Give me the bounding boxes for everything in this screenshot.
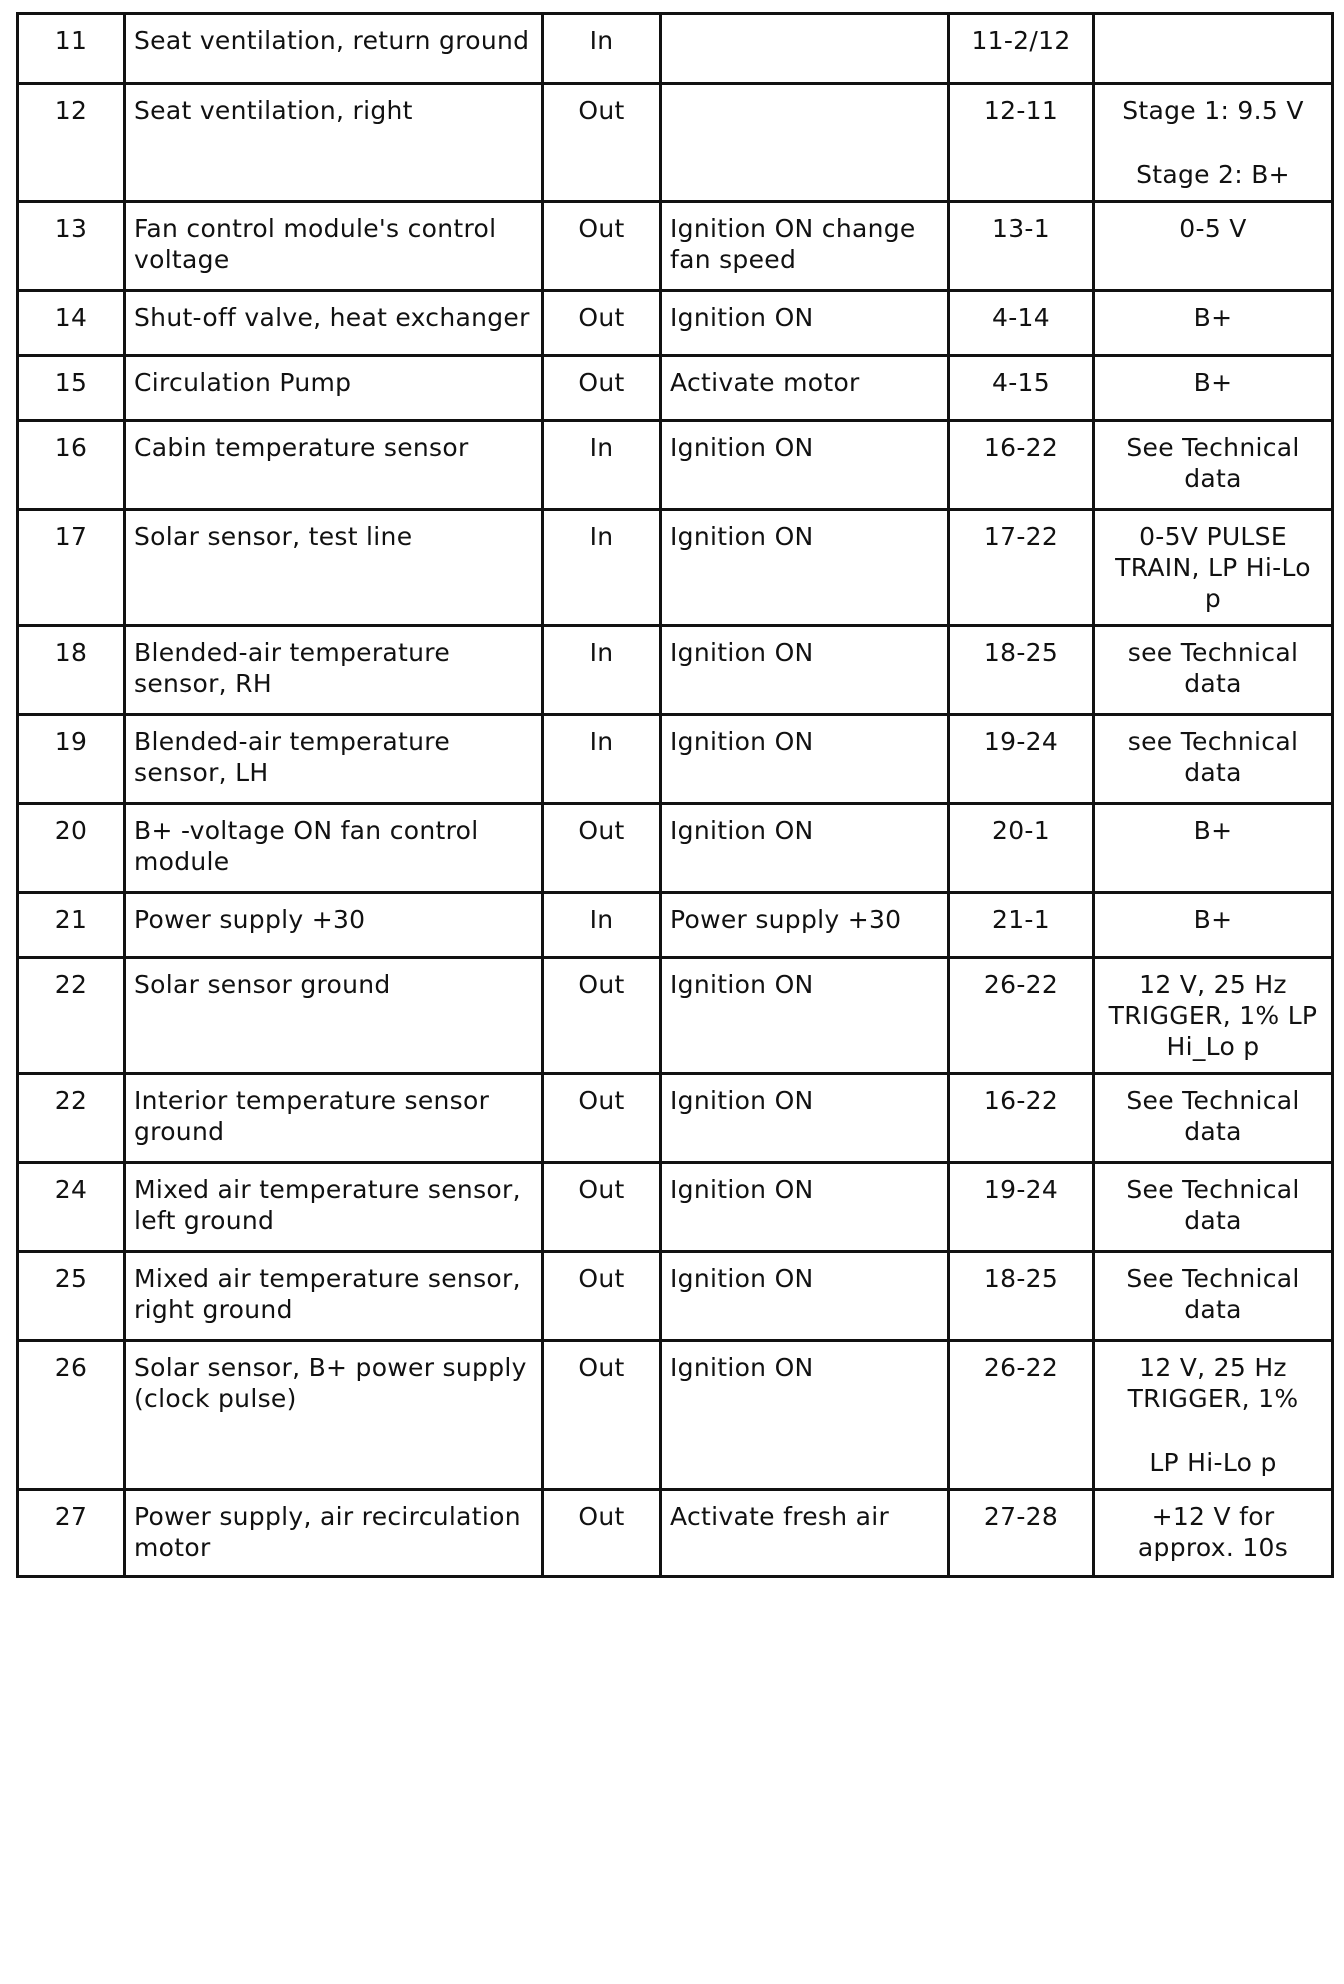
pin-table <box>16 12 1334 1578</box>
measure-points-cell: 26-22 <box>949 958 1094 1074</box>
direction-cell: Out <box>543 1074 661 1163</box>
description-cell: Fan control module's control voltage <box>125 202 543 291</box>
table-row <box>18 804 1333 893</box>
value-cell <box>1094 421 1333 510</box>
measure-points-cell: 18-25 <box>949 1252 1094 1341</box>
pin-number-cell: 27 <box>18 1490 125 1577</box>
condition-cell: Ignition ON <box>661 1163 949 1252</box>
table-row <box>18 715 1333 804</box>
value-cell <box>1094 1163 1333 1252</box>
condition-cell: Ignition ON <box>661 715 949 804</box>
measure-points-cell: 4-15 <box>949 356 1094 421</box>
table-row <box>18 356 1333 421</box>
table-row <box>18 14 1333 84</box>
description-cell: Power supply +30 <box>125 893 543 958</box>
measure-points-cell: 20-1 <box>949 804 1094 893</box>
description-cell: Blended-air temperature sensor, LH <box>125 715 543 804</box>
description-cell: Mixed air temperature sensor, right ground <box>125 1252 543 1341</box>
condition-cell <box>661 14 949 84</box>
value-cell <box>1094 1490 1333 1577</box>
value-cell <box>1094 958 1333 1074</box>
description-cell: Interior temperature sensor ground <box>125 1074 543 1163</box>
value-line: B+ <box>1193 816 1233 845</box>
pin-number-cell: 20 <box>18 804 125 893</box>
direction-cell: Out <box>543 804 661 893</box>
value-cell <box>1094 715 1333 804</box>
measure-points-cell: 21-1 <box>949 893 1094 958</box>
condition-cell: Ignition ON <box>661 1341 949 1490</box>
table-row <box>18 1252 1333 1341</box>
direction-cell: Out <box>543 291 661 356</box>
measure-points-cell: 12-11 <box>949 84 1094 202</box>
value-cell <box>1094 626 1333 715</box>
description-cell: Cabin temperature sensor <box>125 421 543 510</box>
pin-number-cell: 15 <box>18 356 125 421</box>
pin-number-cell: 25 <box>18 1252 125 1341</box>
measure-points-cell: 18-25 <box>949 626 1094 715</box>
pin-number-cell: 13 <box>18 202 125 291</box>
table-row <box>18 1490 1333 1577</box>
measure-points-cell: 13-1 <box>949 202 1094 291</box>
value-line: B+ <box>1193 303 1233 332</box>
condition-cell: Ignition ON <box>661 958 949 1074</box>
table-row <box>18 84 1333 202</box>
pin-number-cell: 18 <box>18 626 125 715</box>
value-line: 12 V, 25 Hz TRIGGER, 1% <box>1127 1353 1299 1413</box>
description-cell: Solar sensor, B+ power supply (clock pulse) <box>125 1341 543 1490</box>
condition-cell: Ignition ON change fan speed <box>661 202 949 291</box>
pin-number-cell: 22 <box>18 1074 125 1163</box>
measure-points-cell: 17-22 <box>949 510 1094 626</box>
value-cell <box>1094 893 1333 958</box>
table-row <box>18 958 1333 1074</box>
description-cell: Seat ventilation, right <box>125 84 543 202</box>
condition-cell <box>661 84 949 202</box>
measure-points-cell: 26-22 <box>949 1341 1094 1490</box>
value-line: Stage 1: 9.5 V <box>1122 96 1304 125</box>
value-line: See Technical data <box>1126 433 1300 493</box>
condition-cell: Power supply +30 <box>661 893 949 958</box>
condition-cell: Activate motor <box>661 356 949 421</box>
condition-cell: Ignition ON <box>661 804 949 893</box>
direction-cell: Out <box>543 84 661 202</box>
description-cell: Power supply, air recirculation motor <box>125 1490 543 1577</box>
table-row <box>18 893 1333 958</box>
description-cell: Solar sensor, test line <box>125 510 543 626</box>
direction-cell: Out <box>543 202 661 291</box>
description-cell: Circulation Pump <box>125 356 543 421</box>
paragraph-gap <box>1103 126 1323 159</box>
direction-cell: Out <box>543 1490 661 1577</box>
condition-cell: Ignition ON <box>661 421 949 510</box>
measure-points-cell: 19-24 <box>949 1163 1094 1252</box>
direction-cell: Out <box>543 1163 661 1252</box>
table-row <box>18 626 1333 715</box>
table-row <box>18 1163 1333 1252</box>
value-cell <box>1094 356 1333 421</box>
value-line: See Technical data <box>1126 1086 1300 1146</box>
value-cell <box>1094 84 1333 202</box>
table-row <box>18 421 1333 510</box>
direction-cell: In <box>543 893 661 958</box>
description-cell: Seat ventilation, return ground <box>125 14 543 84</box>
value-cell <box>1094 1074 1333 1163</box>
pin-number-cell: 16 <box>18 421 125 510</box>
table-row <box>18 1074 1333 1163</box>
paragraph-gap <box>1103 1414 1323 1447</box>
value-line: +12 V for approx. 10s <box>1137 1502 1289 1562</box>
value-line: See Technical data <box>1126 1264 1300 1324</box>
direction-cell: In <box>543 421 661 510</box>
condition-cell: Ignition ON <box>661 510 949 626</box>
value-cell <box>1094 1341 1333 1490</box>
direction-cell: In <box>543 715 661 804</box>
value-cell <box>1094 1252 1333 1341</box>
direction-cell: Out <box>543 1341 661 1490</box>
value-line: see Technical data <box>1127 638 1299 698</box>
value-line: 0-5 V <box>1179 214 1247 243</box>
direction-cell: Out <box>543 958 661 1074</box>
description-cell: Shut-off valve, heat exchanger <box>125 291 543 356</box>
measure-points-cell: 4-14 <box>949 291 1094 356</box>
condition-cell: Ignition ON <box>661 1252 949 1341</box>
measure-points-cell: 16-22 <box>949 421 1094 510</box>
pin-number-cell: 21 <box>18 893 125 958</box>
value-line: 12 V, 25 Hz TRIGGER, 1% LP Hi_Lo p <box>1108 970 1318 1061</box>
condition-cell: Ignition ON <box>661 291 949 356</box>
value-line: LP Hi-Lo p <box>1149 1448 1277 1477</box>
description-cell: Solar sensor ground <box>125 958 543 1074</box>
value-cell <box>1094 14 1333 84</box>
direction-cell: Out <box>543 1252 661 1341</box>
condition-cell: Ignition ON <box>661 626 949 715</box>
table-row <box>18 510 1333 626</box>
description-cell: Mixed air temperature sensor, left ground <box>125 1163 543 1252</box>
description-cell: Blended-air temperature sensor, RH <box>125 626 543 715</box>
condition-cell: Ignition ON <box>661 1074 949 1163</box>
value-cell <box>1094 202 1333 291</box>
measure-points-cell: 11-2/12 <box>949 14 1094 84</box>
pin-number-cell: 17 <box>18 510 125 626</box>
pin-table-body <box>18 14 1333 1577</box>
value-line: B+ <box>1193 368 1233 397</box>
measure-points-cell: 16-22 <box>949 1074 1094 1163</box>
direction-cell: In <box>543 14 661 84</box>
pin-number-cell: 11 <box>18 14 125 84</box>
value-line: See Technical data <box>1126 1175 1300 1235</box>
pin-number-cell: 26 <box>18 1341 125 1490</box>
direction-cell: In <box>543 510 661 626</box>
table-row <box>18 202 1333 291</box>
table-row <box>18 1341 1333 1490</box>
value-cell <box>1094 510 1333 626</box>
value-line: see Technical data <box>1127 727 1299 787</box>
pin-number-cell: 22 <box>18 958 125 1074</box>
description-cell: B+ -voltage ON fan control module <box>125 804 543 893</box>
pin-number-cell: 24 <box>18 1163 125 1252</box>
value-line: B+ <box>1193 905 1233 934</box>
value-cell <box>1094 804 1333 893</box>
pin-number-cell: 19 <box>18 715 125 804</box>
table-row <box>18 291 1333 356</box>
pin-number-cell: 14 <box>18 291 125 356</box>
condition-cell: Activate fresh air <box>661 1490 949 1577</box>
value-line: Stage 2: B+ <box>1136 160 1290 189</box>
value-line: 0-5V PULSE TRAIN, LP Hi-Lo p <box>1115 522 1311 613</box>
value-cell <box>1094 291 1333 356</box>
measure-points-cell: 19-24 <box>949 715 1094 804</box>
direction-cell: Out <box>543 356 661 421</box>
direction-cell: In <box>543 626 661 715</box>
pin-number-cell: 12 <box>18 84 125 202</box>
measure-points-cell: 27-28 <box>949 1490 1094 1577</box>
